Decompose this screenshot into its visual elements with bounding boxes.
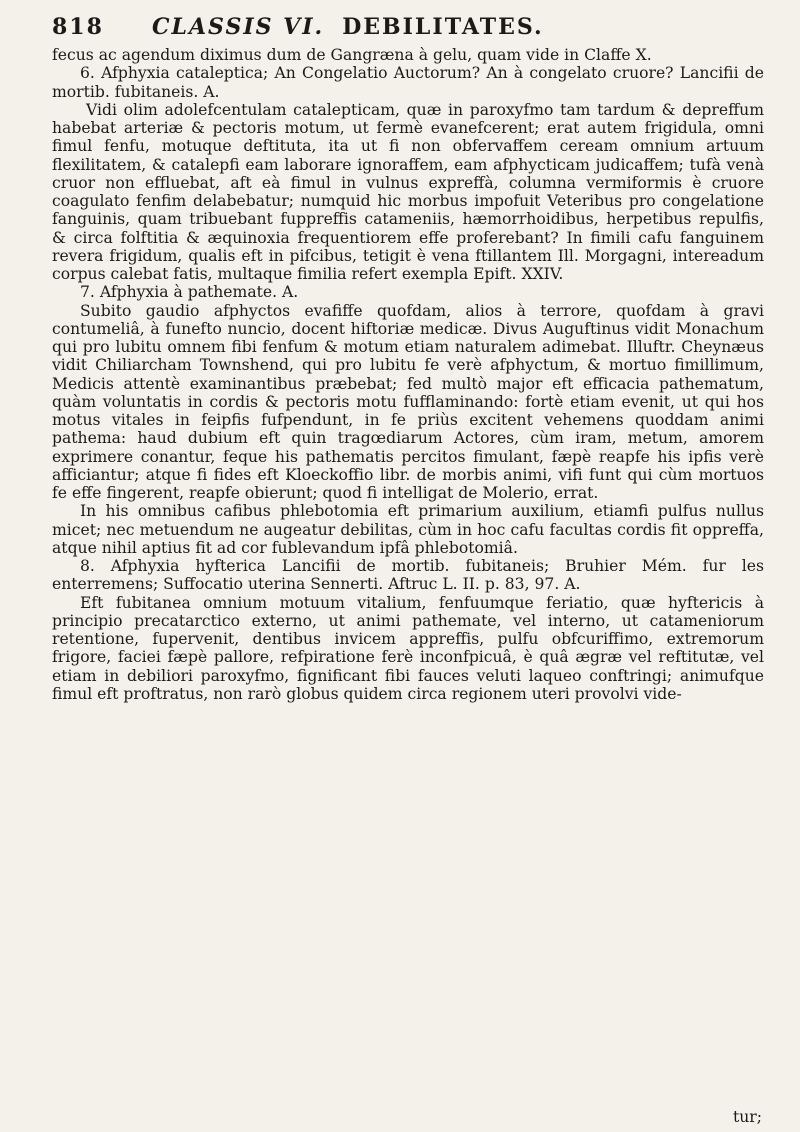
section-heading-6: 6. Afphyxia cataleptica; An Congelatio Auctorum? An à congelato cruore? Lancifii de mortib. fubitaneis. A. <box>52 64 764 101</box>
running-header <box>52 14 764 44</box>
catchword: tur; <box>732 1108 762 1126</box>
chapter-title: DEBILITATES. <box>342 14 544 40</box>
paragraph-hysterica: Eft fubitanea omnium motuum vitalium, fenfuumque feriatio, quæ hyftericis à principio precatarctico externo, ut animi pathemate, vel interno, ut catameniorum retentione, fupervenit, dentibus invicem appreffis, pulfu obfcuriffimo, extremorum frigore, faciei fæpè pallore, refpiratione ferè inconfpicuâ, è quâ ægræ vel reftitutæ, vel etiam in debiliori paroxyfmo, fignificant fibi fauces veluti laqueo conftringi; animufque fimul eft proftratus, non rarò globus quidem circa regionem uteri provolvi vide- <box>52 593 764 703</box>
class-title: CLASSIS VI. <box>152 14 325 40</box>
paragraph-treatment: In his omnibus cafibus phlebotomia eft primarium auxilium, etiamfi pulfus nullus micet; nec metuendum ne augeatur debilitas, cùm in hoc cafu facultas cordis fit oppreffa, atque nihil aptius fit ad cor fublevandum ipfâ phlebotomiâ. <box>52 502 764 557</box>
section-heading-7: 7. Afphyxia à pathemate. A. <box>80 283 299 302</box>
paragraph-continuation: fecus ac agendum diximus dum de Gangræna à gelu, quam vide in Claffe X. <box>52 46 652 64</box>
section-heading-8: 8. Afphyxia hyfterica Lancifii de mortib. fubitaneis; Bruhier Mém. fur les enterremens; Suffocatio uterina Sennerti. Aftruc L. II. p. 83, 97. A. <box>52 557 764 594</box>
page-number: 818 <box>52 14 104 40</box>
paragraph-pathema: Subito gaudio afphyctos evafiffe quofdam, alios à terrore, quofdam à gravi contumeliâ, à funefto nuncio, docent hiftoriæ medicæ. Divus Auguftinus vidit Monachum qui pro lubitu omnem fibi fenfum & motum etiam naturalem adimebat. Illuftr. Cheynæus vidit Chiliarcham Townshend, qui pro lubitu fe verè afphyctum, & mortuo fimillimum, Medicis attentè examinantibus præbebat; fed multò major eft efficacia pathematum, quàm voluntatis in cordis & pectoris motu fufflaminando: fortè etiam evenit, ut qui hos motus vitales in feipfis fufpendunt, in fe priùs excitent vehemens quoddam animi pathema: haud dubium eft quin tragœdiarum Actores, cùm iram, metum, amorem exprimere conantur, feque his pathematis percitos fimulant, fæpè reapfe his ipfis verè afficiantur; atque fi fides eft Kloeckoffio libr. de morbis animi, vifi funt qui cùm mortuos fe effe fingerent, reapfe obierunt; quod fi intelligat de Molerio, errat. <box>52 301 764 502</box>
page-body <box>52 46 764 703</box>
paragraph-observation: Vidi olim adolefcentulam catalepticam, quæ in paroxyfmo tam tardum & depreffum habebat arteriæ & pectoris motum, ut fermè evanefcerent; erat autem frigidula, omni fimul fenfu, motuque deftituta, ita ut fi non obfervaffem ceream omnium artuum flexilitatem, & catalepfi eam laborare ignoraffem, eam afphycticam judicaffem; tufà venà cruor non effluebat, aft eà fimul in vulnus expreffà, columna vermiformis è cruore coagulato fenfim delabebatur; numquid hic morbus impofuit Veteribus pro congelatione fanguinis, quam tribuebant fuppreffis catameniis, hæmorrhoidibus, herpetibus repulfis, & circa folftitia & æquinoxia frequentiorem effe proferebant? In fimili cafu fanguinem revera frigidum, qualis eft in pifcibus, tetigit è vena ftillantem Ill. Morgagni, intereadum corpus calebat fatis, multaque fimilia refert exempla Epift. XXIV. <box>52 100 764 283</box>
